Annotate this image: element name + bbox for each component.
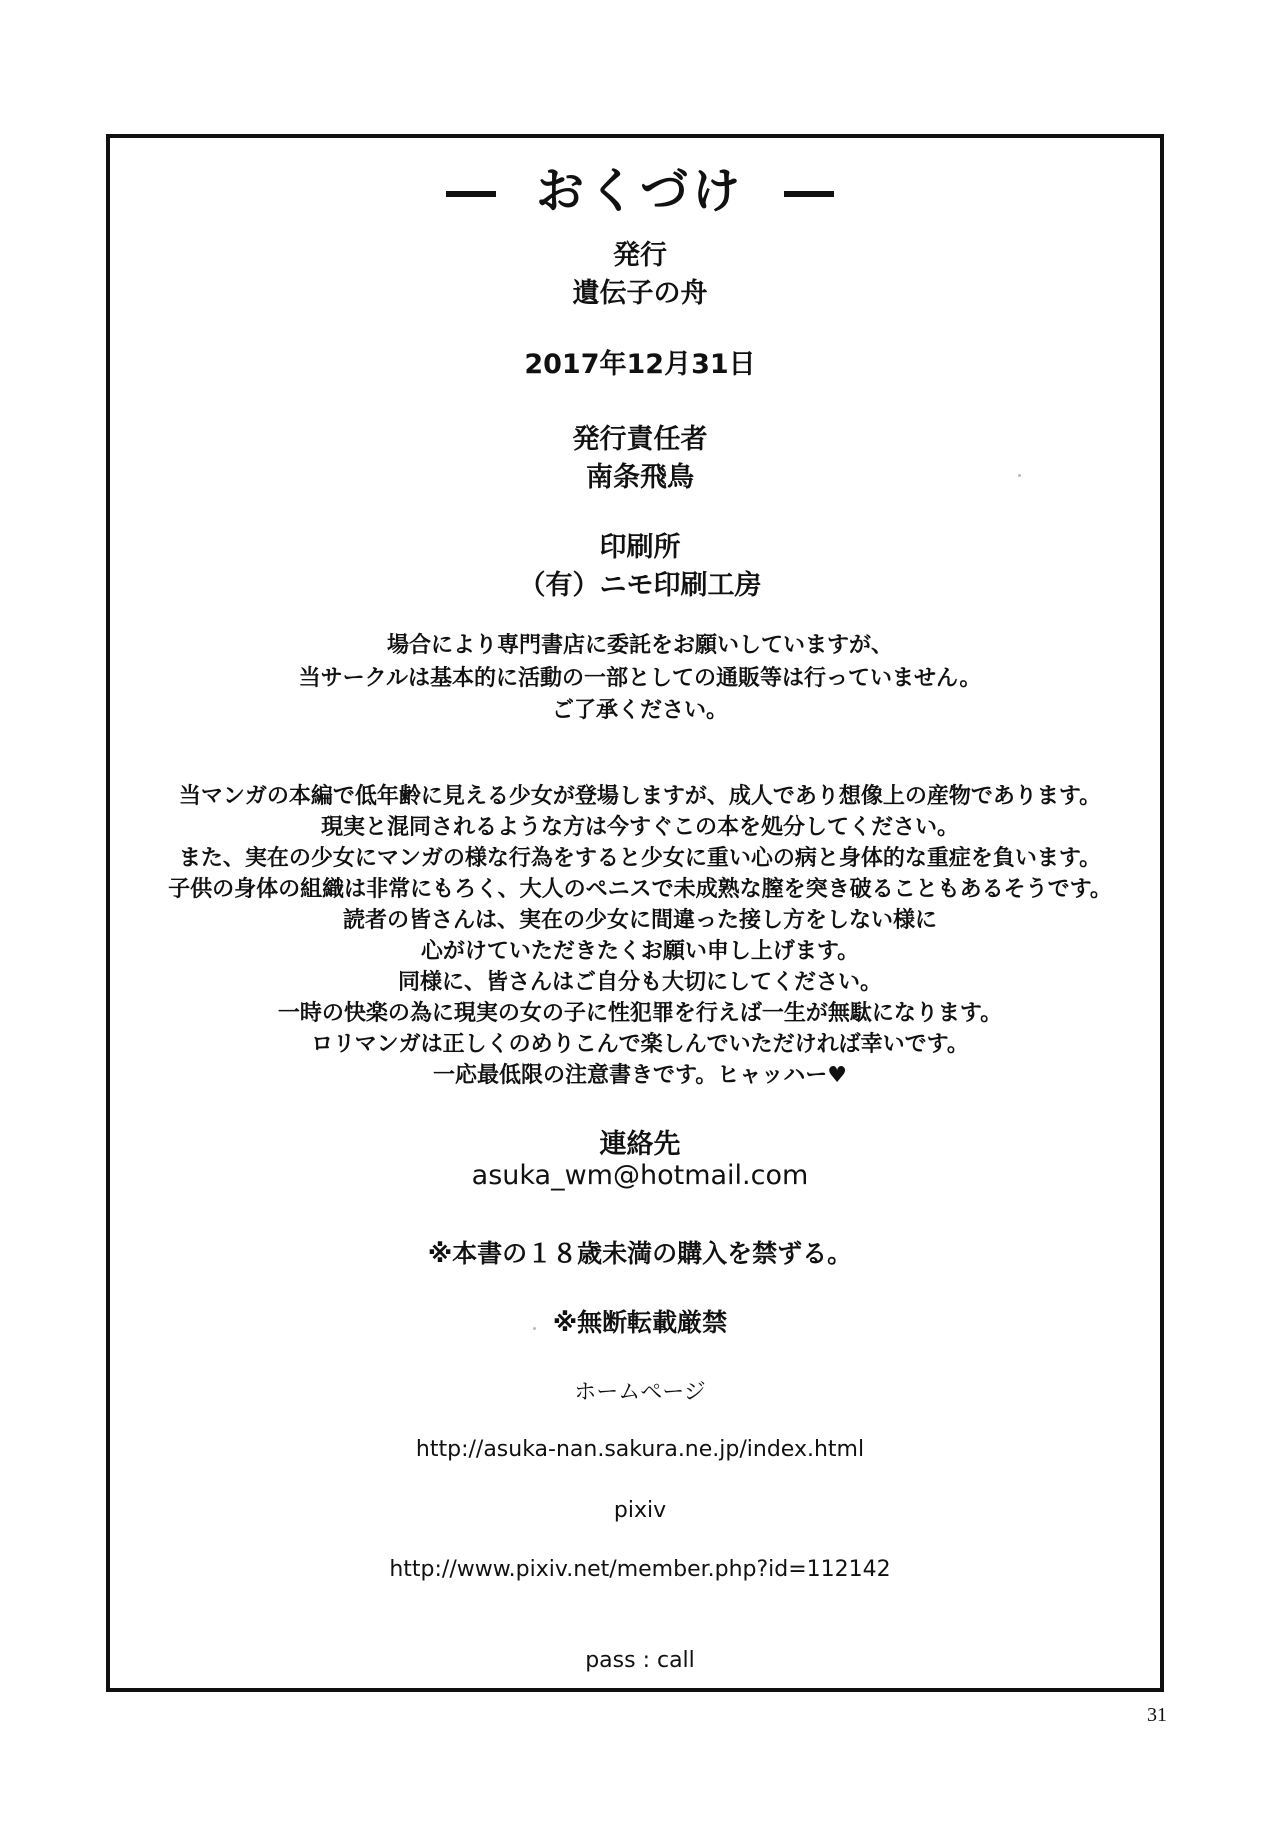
page-number: 31	[1147, 1704, 1167, 1726]
contact-email: asuka_wm@hotmail.com	[471, 1160, 809, 1191]
warning-line: ロリマンガは正しくのめりこんで楽しんでいただければ幸いです。	[311, 1032, 969, 1057]
warning-line: 一応最低限の注意書きです。ヒャッハー♥	[433, 1063, 847, 1088]
scan-speck	[1018, 474, 1021, 477]
notice-line: ご了承ください。	[551, 698, 728, 723]
warning-line: 読者の皆さんは、実在の少女に間違った接し方をしない様に	[342, 908, 937, 933]
warning-line: 心がけていただきたくお願い申し上げます。	[420, 939, 860, 964]
warning-line: また、実在の少女にマンガの様な行為をすると少女に重い心の病と身体的な重症を負います。	[178, 846, 1102, 871]
contact-label: 連絡先	[599, 1129, 681, 1160]
age-restriction: ※本書の１８歳未満の購入を禁ずる。	[427, 1239, 853, 1268]
pass-text: pass : call	[585, 1648, 695, 1673]
title-dash-left	[446, 191, 496, 197]
homepage-url: http://asuka-nan.sakura.ne.jp/index.html	[415, 1437, 865, 1462]
publish-date: 2017年12月31日	[524, 349, 756, 380]
page-title	[0, 152, 1280, 221]
warning-line: 現実と混同されるような方は今すぐこの本を処分してください。	[320, 815, 959, 840]
pixiv-label: pixiv	[613, 1498, 667, 1523]
title-dash-right	[784, 191, 834, 197]
warning-line: 一時の快楽の為に現実の女の子に性犯罪を行えば一生が無駄になります。	[277, 1001, 1003, 1026]
warning-line: 子供の身体の組織は非常にもろく、大人のペニスで未成熟な膣を突き破ることもあるそうです。	[168, 877, 1112, 902]
responsible-label: 発行責任者	[572, 424, 708, 455]
title-text: おくづけ	[535, 163, 744, 219]
notice-line: 当サークルは基本的に活動の一部としての通販等は行っていません。	[298, 666, 982, 691]
responsible-name: 南条飛鳥	[586, 462, 694, 493]
copy-restriction: ※無断転載厳禁	[552, 1308, 728, 1337]
pixiv-url: http://www.pixiv.net/member.php?id=112142	[389, 1557, 891, 1582]
notice-line: 場合により専門書店に委託をお願いしていますが、	[386, 633, 893, 658]
homepage-label: ホームページ	[574, 1380, 706, 1405]
warning-line: 当マンガの本編で低年齢に見える少女が登場しますが、成人であり想像上の産物であります。	[178, 784, 1102, 809]
publisher-label: 発行	[613, 240, 667, 271]
printer-name: （有）ニモ印刷工房	[518, 570, 762, 601]
publisher-name: 遺伝子の舟	[572, 278, 708, 309]
scan-speck	[533, 1327, 536, 1330]
printer-label: 印刷所	[599, 532, 681, 563]
warning-line: 同様に、皆さんはご自分も大切にしてください。	[397, 970, 882, 995]
